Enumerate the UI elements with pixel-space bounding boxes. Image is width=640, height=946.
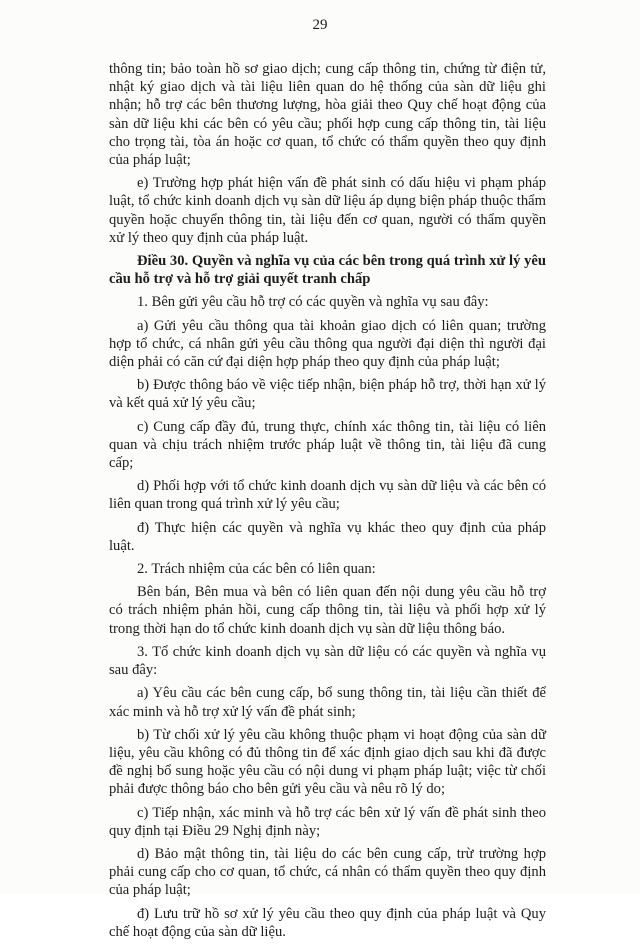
paragraph: 3. Tổ chức kinh doanh dịch vụ sàn dữ liệu có các quyền và nghĩa vụ sau đây: [109,643,546,679]
paragraph: Bên bán, Bên mua và bên có liên quan đến nội dung yêu cầu hỗ trợ có trách nhiệm phản hồi, cung cấp thông tin, tài liệu và phối hợp xử lý trong thời hạn do tổ chức kinh doanh dịch vụ sàn dữ liệu thông báo. [109,584,546,637]
paragraph: d) Bảo mật thông tin, tài liệu do các bên cung cấp, trừ trường hợp phải cung cấp cho cơ quan, tổ chức, cá nhân có thẩm quyền theo quy định của pháp luật; [109,845,546,899]
paragraph: a) Yêu cầu các bên cung cấp, bổ sung thông tin, tài liệu cần thiết để xác minh và hỗ trợ xử lý vấn đề phát sinh; [109,685,546,720]
paragraph: 2. Trách nhiệm của các bên có liên quan: [137,561,376,578]
paragraph: d) Phối hợp với tổ chức kinh doanh dịch vụ sàn dữ liệu và các bên có liên quan trong quá trình xử lý yêu cầu; [109,478,546,513]
article-heading: Điều 30. Quyền và nghĩa vụ của các bên trong quá trình xử lý yêu cầu hỗ trợ và hỗ trợ giải quyết tranh chấp [109,253,546,288]
paragraph: đ) Lưu trữ hồ sơ xử lý yêu cầu theo quy định của pháp luật và Quy chế hoạt động của sàn dữ liệu. [109,905,546,940]
paragraph: thông tin; bảo toàn hồ sơ giao dịch; cung cấp thông tin, chứng từ điện tử, nhật ký giao dịch và tài liệu liên quan do hệ thống của sàn dữ liệu ghi nhận; hỗ trợ các bên thương lượng, hòa giải theo Quy chế hoạt động của sàn dữ liệu khi các bên có yêu cầu; phối hợp cung cấp thông tin, tài liệu cho trọng tài, tòa án hoặc cơ quan, tổ chức có thẩm quyền theo quy định của pháp luật; [109,61,546,169]
paragraph: e) Trường hợp phát hiện vấn đề phát sinh có dấu hiệu vi phạm pháp luật, tổ chức kinh doanh dịch vụ sàn dữ liệu áp dụng biện pháp thuộc thẩm quyền hoặc chuyển thông tin, tài liệu đến cơ quan, người có thẩm quyền xử lý theo quy định của pháp luật. [109,175,546,246]
paragraph: b) Từ chối xử lý yêu cầu không thuộc phạm vi hoạt động của sàn dữ liệu, yêu cầu không có đủ thông tin để xác định giao dịch sau khi đã được đề nghị bổ sung hoặc yêu cầu có nội dung vi phạm pháp luật; việc từ chối phải được thông báo cho bên gửi yêu cầu và nêu rõ lý do; [109,726,546,798]
paragraph: a) Gửi yêu cầu thông qua tài khoản giao dịch có liên quan; trường hợp tổ chức, cá nhân gửi yêu cầu thông qua người đại diện thì người đại diện phải có căn cứ đại diện hợp pháp theo quy định của pháp luật; [109,317,546,371]
paragraph: đ) Thực hiện các quyền và nghĩa vụ khác theo quy định của pháp luật. [109,519,546,554]
paragraph: 1. Bên gửi yêu cầu hỗ trợ có các quyền và nghĩa vụ sau đây: [137,294,489,311]
document-body [109,60,546,946]
paragraph: b) Được thông báo về việc tiếp nhận, biện pháp hỗ trợ, thời hạn xử lý và kết quả xử lý yêu cầu; [109,377,546,412]
page-number: 29 [312,17,328,33]
paragraph: c) Cung cấp đầy đủ, trung thực, chính xác thông tin, tài liệu có liên quan và chịu trách nhiệm trước pháp luật về thông tin, tài liệu đã cung cấp; [109,418,546,472]
paragraph: c) Tiếp nhận, xác minh và hỗ trợ các bên xử lý vấn đề phát sinh theo quy định tại Điều 29 Nghị định này; [109,804,546,839]
